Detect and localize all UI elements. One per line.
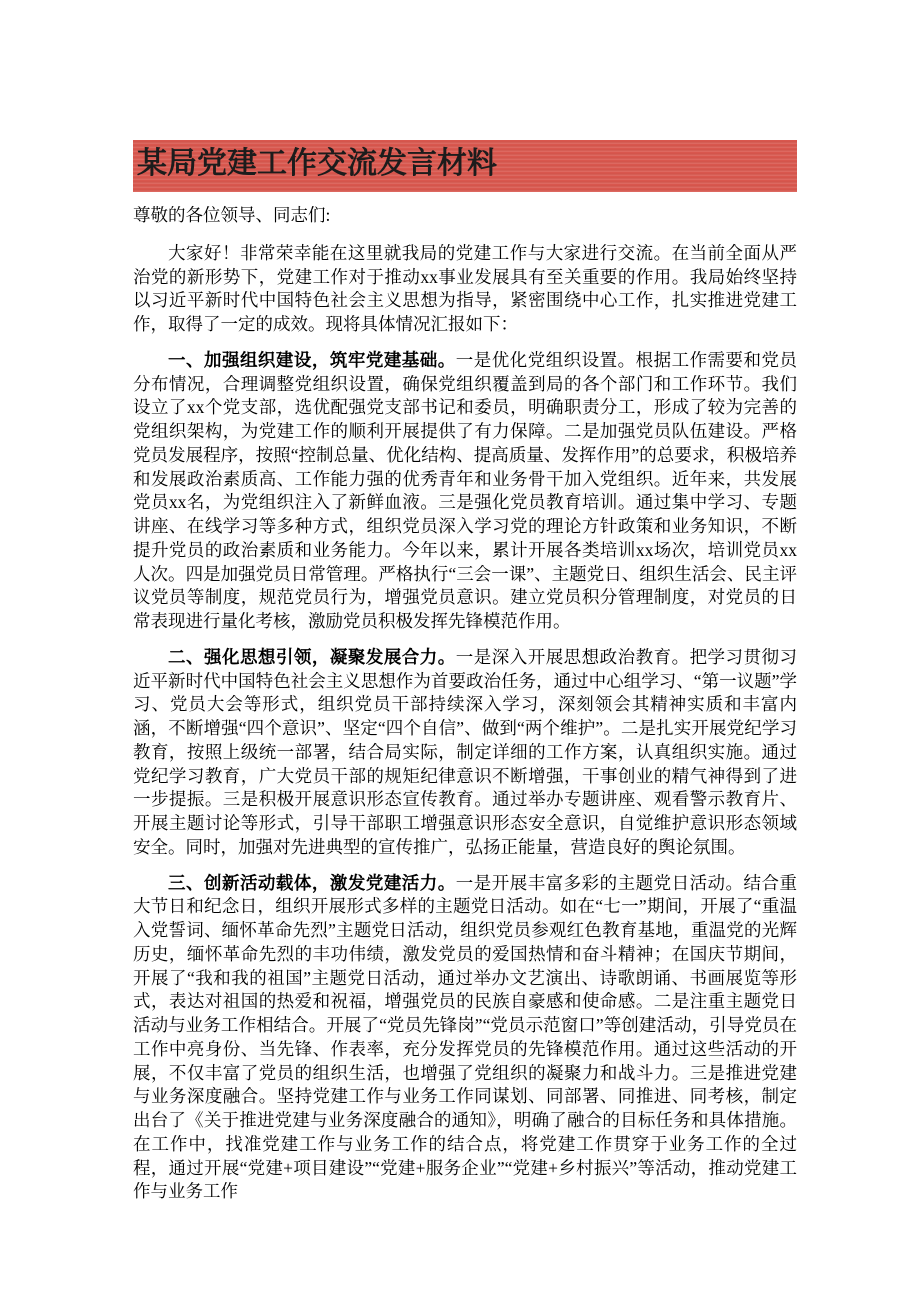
section-1-heading: 一、加强组织建设，筑牢党建基础。	[168, 349, 456, 370]
document-title: 某局党建工作交流发言材料	[137, 147, 497, 180]
section-2-text: 一是深入开展思想政治教育。把学习贯彻习近平新时代中国特色社会主义思想作为首要政治任务，通过中心组学习、“第一议题”学习、党员大会等形式，组织党员干部持续深入学习，深刻领会其精神实质和丰富内涵，不断增强“四个意识”、坚定“四个自信”、做到“两个维护”。二是扎实开展党纪学习教育，按照上级统一部署，结合局实际，制定详细的工作方案，认真组织实施。通过党纪学习教育，广大党员干部的规矩纪律意识不断增强，干事创业的精气神得到了进一步提振。三是积极开展意识形态宣传教育。通过举办专题讲座、观看警示教育片、开展主题讨论等形式，引导干部职工增强意识形态安全意识，自觉维护意识形态领域安全。同时，加强对先进典型的宣传推广，弘扬正能量，营造良好的舆论氛围。	[133, 646, 797, 857]
section-3-heading: 三、创新活动载体，激发党建活力。	[168, 872, 456, 893]
section-1-paragraph	[133, 349, 797, 634]
section-2-paragraph	[133, 646, 797, 860]
section-3-paragraph	[133, 872, 797, 1205]
title-banner	[133, 140, 797, 192]
salutation: 尊敬的各位领导、同志们:	[133, 205, 331, 225]
opening-paragraph	[133, 242, 797, 337]
section-2-heading: 二、强化思想引领，凝聚发展合力。	[168, 646, 456, 667]
document-content	[133, 140, 797, 1216]
opening-paragraph-text: 大家好！非常荣幸能在这里就我局的党建工作与大家进行交流。在当前全面从严治党的新形势下，党建工作对于推动xx事业发展具有至关重要的作用。我局始终坚持以习近平新时代中国特色社会主义思想为指导，紧密围绕中心工作，扎实推进党建工作，取得了一定的成效。现将具体情况汇报如下：	[133, 242, 797, 334]
section-1-text: 一是优化党组织设置。根据工作需要和党员分布情况，合理调整党组织设置，确保党组织覆盖到局的各个部门和工作环节。我们设立了xx个党支部，选优配强党支部书记和委员，明确职责分工，形成了较为完善的党组织架构，为党建工作的顺利开展提供了有力保障。二是加强党员队伍建设。严格党员发展程序，按照“控制总量、优化结构、提高质量、发挥作用”的总要求，积极培养和发展政治素质高、工作能力强的优秀青年和业务骨干加入党组织。近年来，共发展党员xx名，为党组织注入了新鲜血液。三是强化党员教育培训。通过集中学习、专题讲座、在线学习等多种方式，组织党员深入学习党的理论方针政策和业务知识，不断提升党员的政治素质和业务能力。今年以来，累计开展各类培训xx场次，培训党员xx人次。四是加强党员日常管理。严格执行“三会一课”、主题党日、组织生活会、民主评议党员等制度，规范党员行为，增强党员意识。建立党员积分管理制度，对党员的日常表现进行量化考核，激励党员积极发挥先锋模范作用。	[133, 349, 797, 631]
section-3-text: 一是开展丰富多彩的主题党日活动。结合重大节日和纪念日，组织开展形式多样的主题党日活动。如在“七一”期间，开展了“重温入党誓词、缅怀革命先烈”主题党日活动，组织党员参观红色教育基地，重温党的光辉历史，缅怀革命先烈的丰功伟绩，激发党员的爱国热情和奋斗精神；在国庆节期间，开展了“我和我的祖国”主题党日活动，通过举办文艺演出、诗歌朗诵、书画展览等形式，表达对祖国的热爱和祝福，增强党员的民族自豪感和使命感。二是注重主题党日活动与业务工作相结合。开展了“党员先锋岗”“党员示范窗口”等创建活动，引导党员在工作中亮身份、当先锋、作表率，充分发挥党员的先锋模范作用。通过这些活动的开展，不仅丰富了党员的组织生活，也增强了党组织的凝聚力和战斗力。三是推进党建与业务深度融合。坚持党建工作与业务工作同谋划、同部署、同推进、同考核，制定出台了《关于推进党建与业务深度融合的通知》，明确了融合的目标任务和具体措施。在工作中，找准党建工作与业务工作的结合点，将党建工作贯穿于业务工作的全过程，通过开展“党建+项目建设”“党建+服务企业”“党建+乡村振兴”等活动，推动党建工作与业务工作	[133, 872, 797, 1202]
